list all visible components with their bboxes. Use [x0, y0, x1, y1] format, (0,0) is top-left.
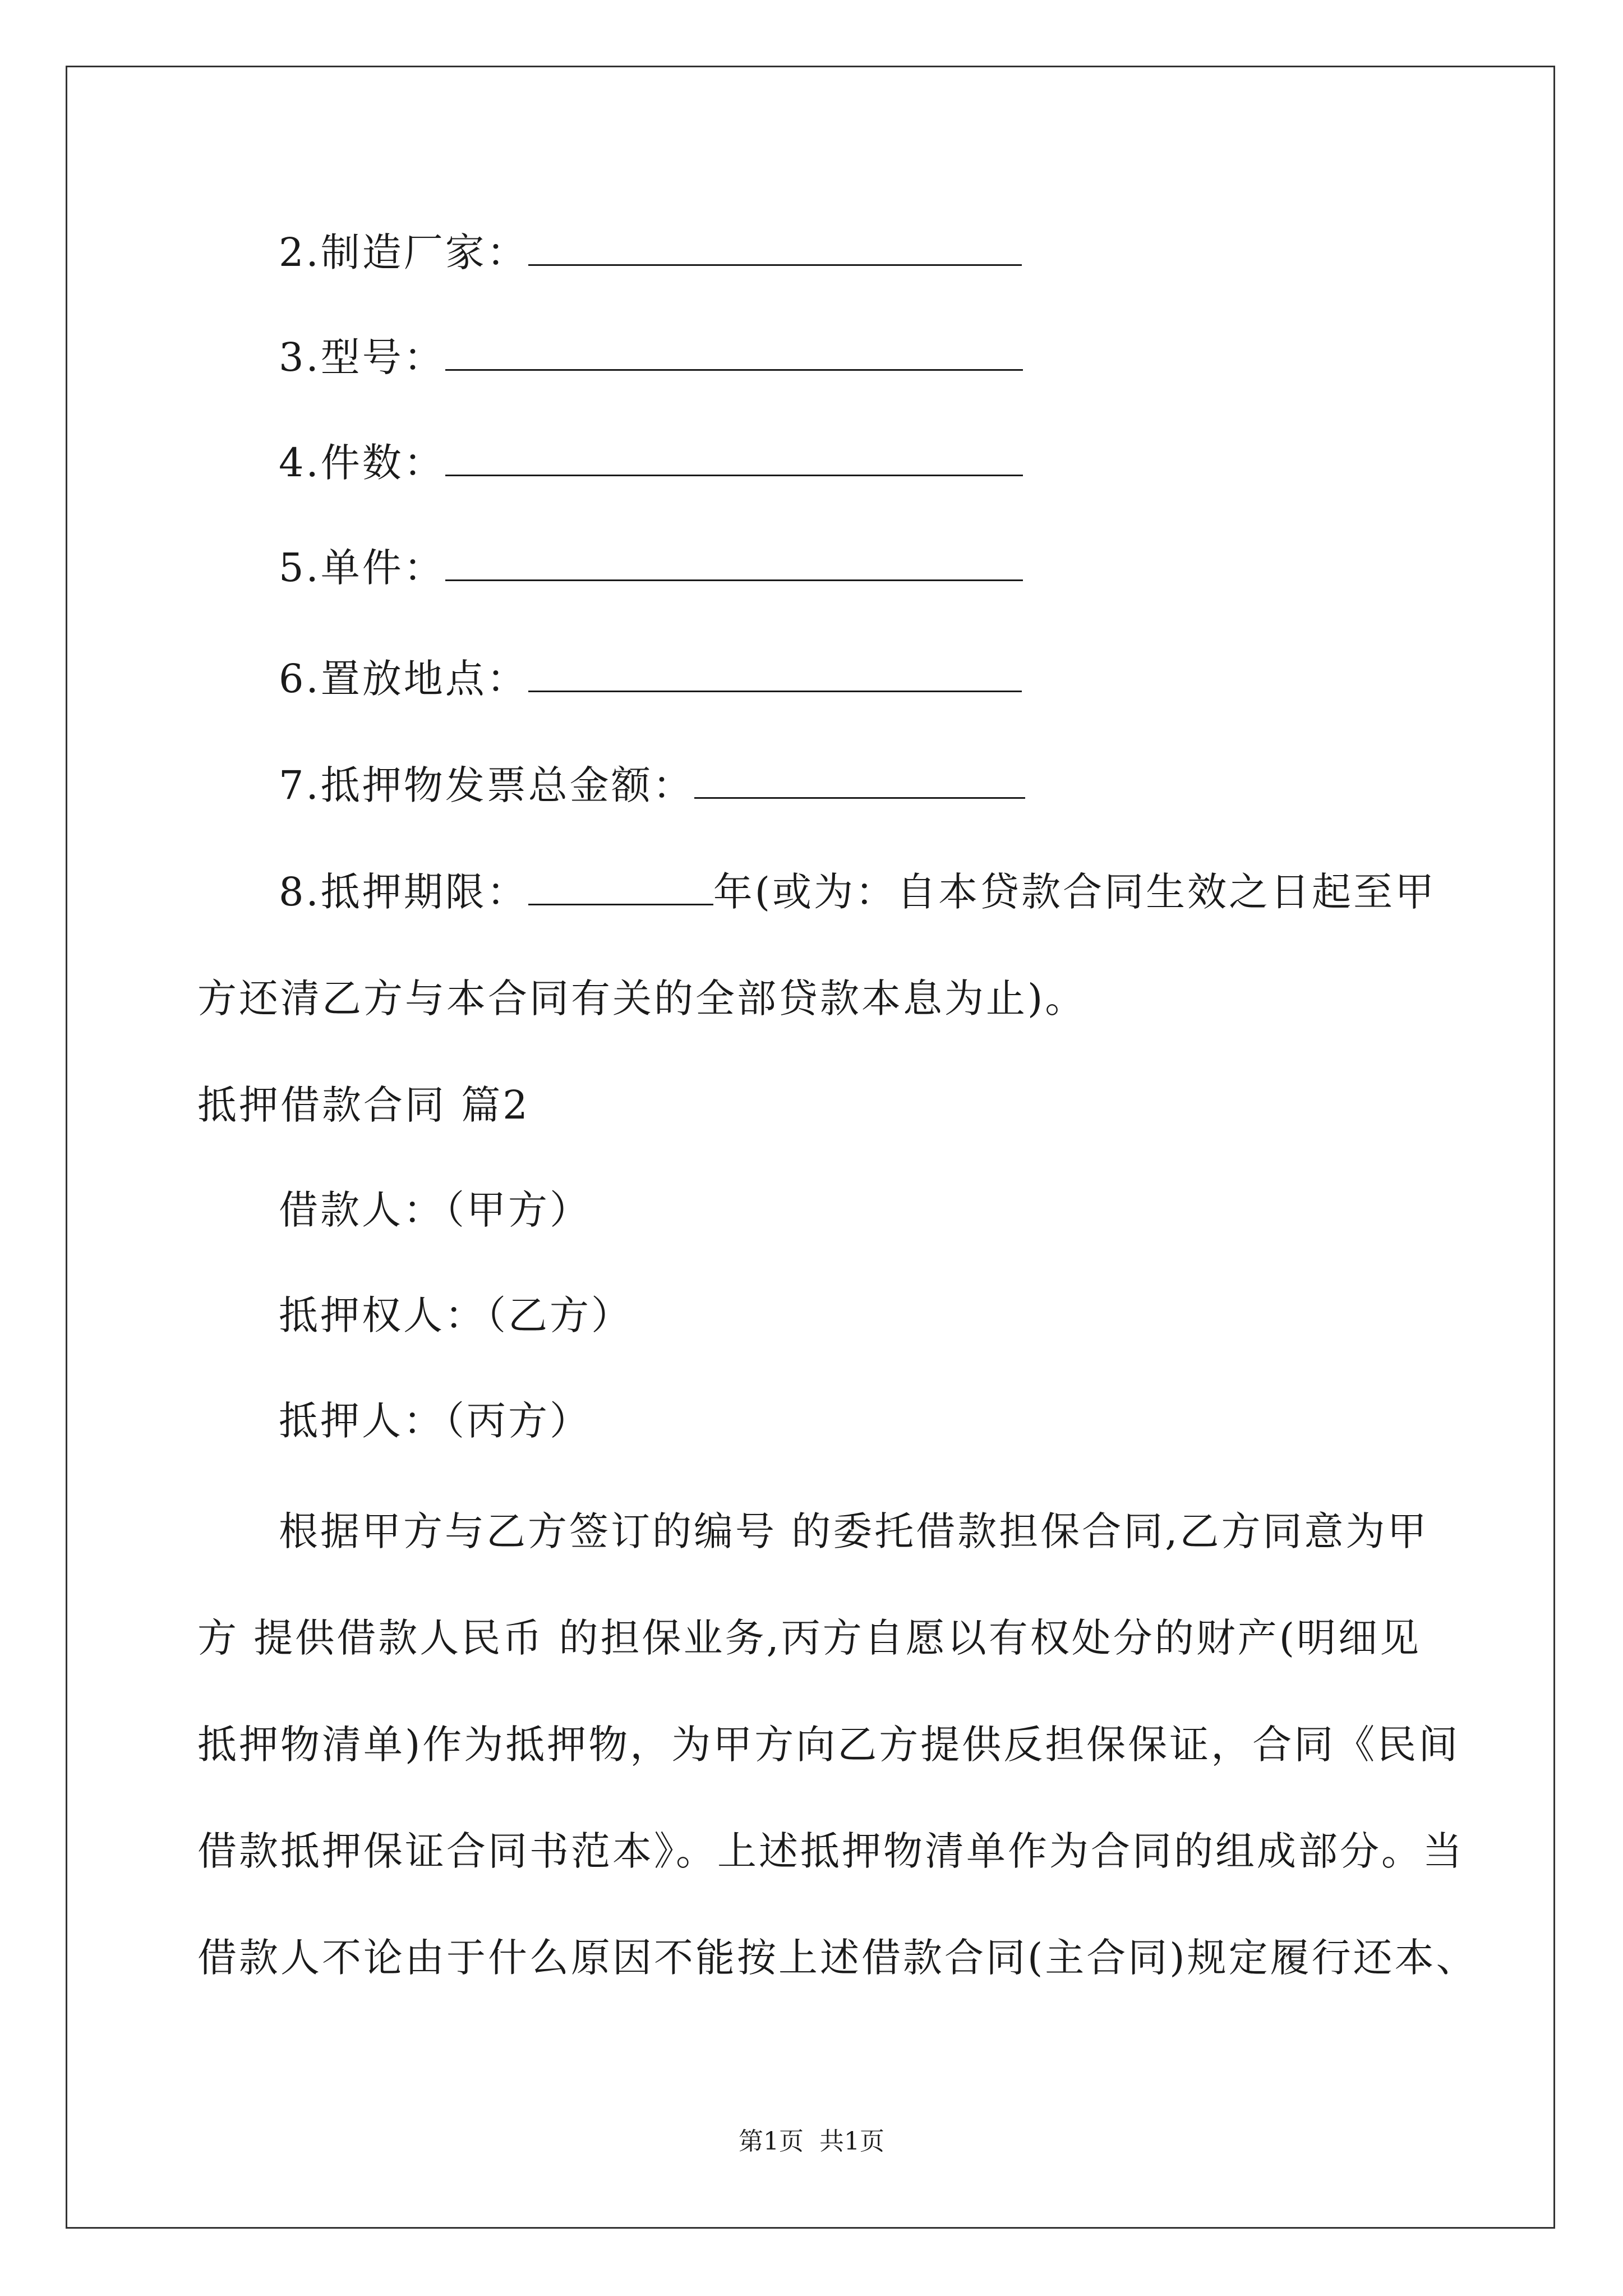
term-suffix: 年(或为：自本贷款合同生效之日起至甲 [713, 869, 1437, 915]
quantity-blank[interactable] [445, 443, 1023, 476]
page-total: 共1页 [819, 2127, 884, 2156]
item-model [279, 332, 1023, 383]
page-frame [66, 66, 1555, 2229]
item-location [279, 654, 1022, 704]
unit-blank[interactable] [445, 548, 1023, 581]
invoice-amount-blank[interactable] [694, 766, 1025, 799]
item-label: 6.置放地点： [279, 656, 528, 702]
term-continuation: 方还清乙方与本合同有关的全部贷款本息为止)。 [197, 976, 1087, 1022]
item-invoice-amount [279, 760, 1025, 811]
party-borrower: 借款人：（甲方） [279, 1187, 591, 1233]
paragraph-line: 根据甲方与乙方签订的编号 的委托借款担保合同,乙方同意为甲 [279, 1508, 1429, 1554]
section-title: 抵押借款合同 篇2 [197, 1082, 530, 1128]
item-quantity [279, 438, 1023, 488]
location-blank[interactable] [528, 659, 1022, 692]
item-unit [279, 542, 1023, 593]
term-years-blank[interactable] [528, 872, 713, 905]
paragraph-line: 方 提供借款人民币 的担保业务,丙方自愿以有权处分的财产(明细见 [197, 1615, 1422, 1661]
item-label: 3.型号： [279, 334, 445, 380]
item-label: 2.制造厂家： [279, 229, 528, 275]
item-label: 7.抵押物发票总金额： [279, 762, 694, 808]
item-label: 4.件数： [279, 440, 445, 486]
page-footer [0, 2126, 1623, 2157]
model-blank[interactable] [445, 338, 1023, 371]
page-number: 第1页 [739, 2127, 804, 2156]
paragraph-line: 借款抵押保证合同书范本》。上述抵押物清单作为合同的组成部分。当 [197, 1828, 1464, 1874]
item-term [279, 867, 1436, 917]
party-mortgagor: 抵押人：（丙方） [279, 1398, 591, 1444]
party-mortgagee: 抵押权人：（乙方） [279, 1292, 633, 1338]
paragraph-line: 借款人不论由于什么原因不能按上述借款合同(主合同)规定履行还本、 [197, 1935, 1478, 1981]
manufacturer-blank[interactable] [528, 233, 1022, 266]
item-label: 5.单件： [279, 545, 445, 591]
term-label: 8.抵押期限： [279, 869, 528, 915]
paragraph-line: 抵押物清单)作为抵押物，为甲方向乙方提供反担保保证，合同《民间 [197, 1722, 1460, 1768]
item-manufacturer [279, 227, 1022, 278]
